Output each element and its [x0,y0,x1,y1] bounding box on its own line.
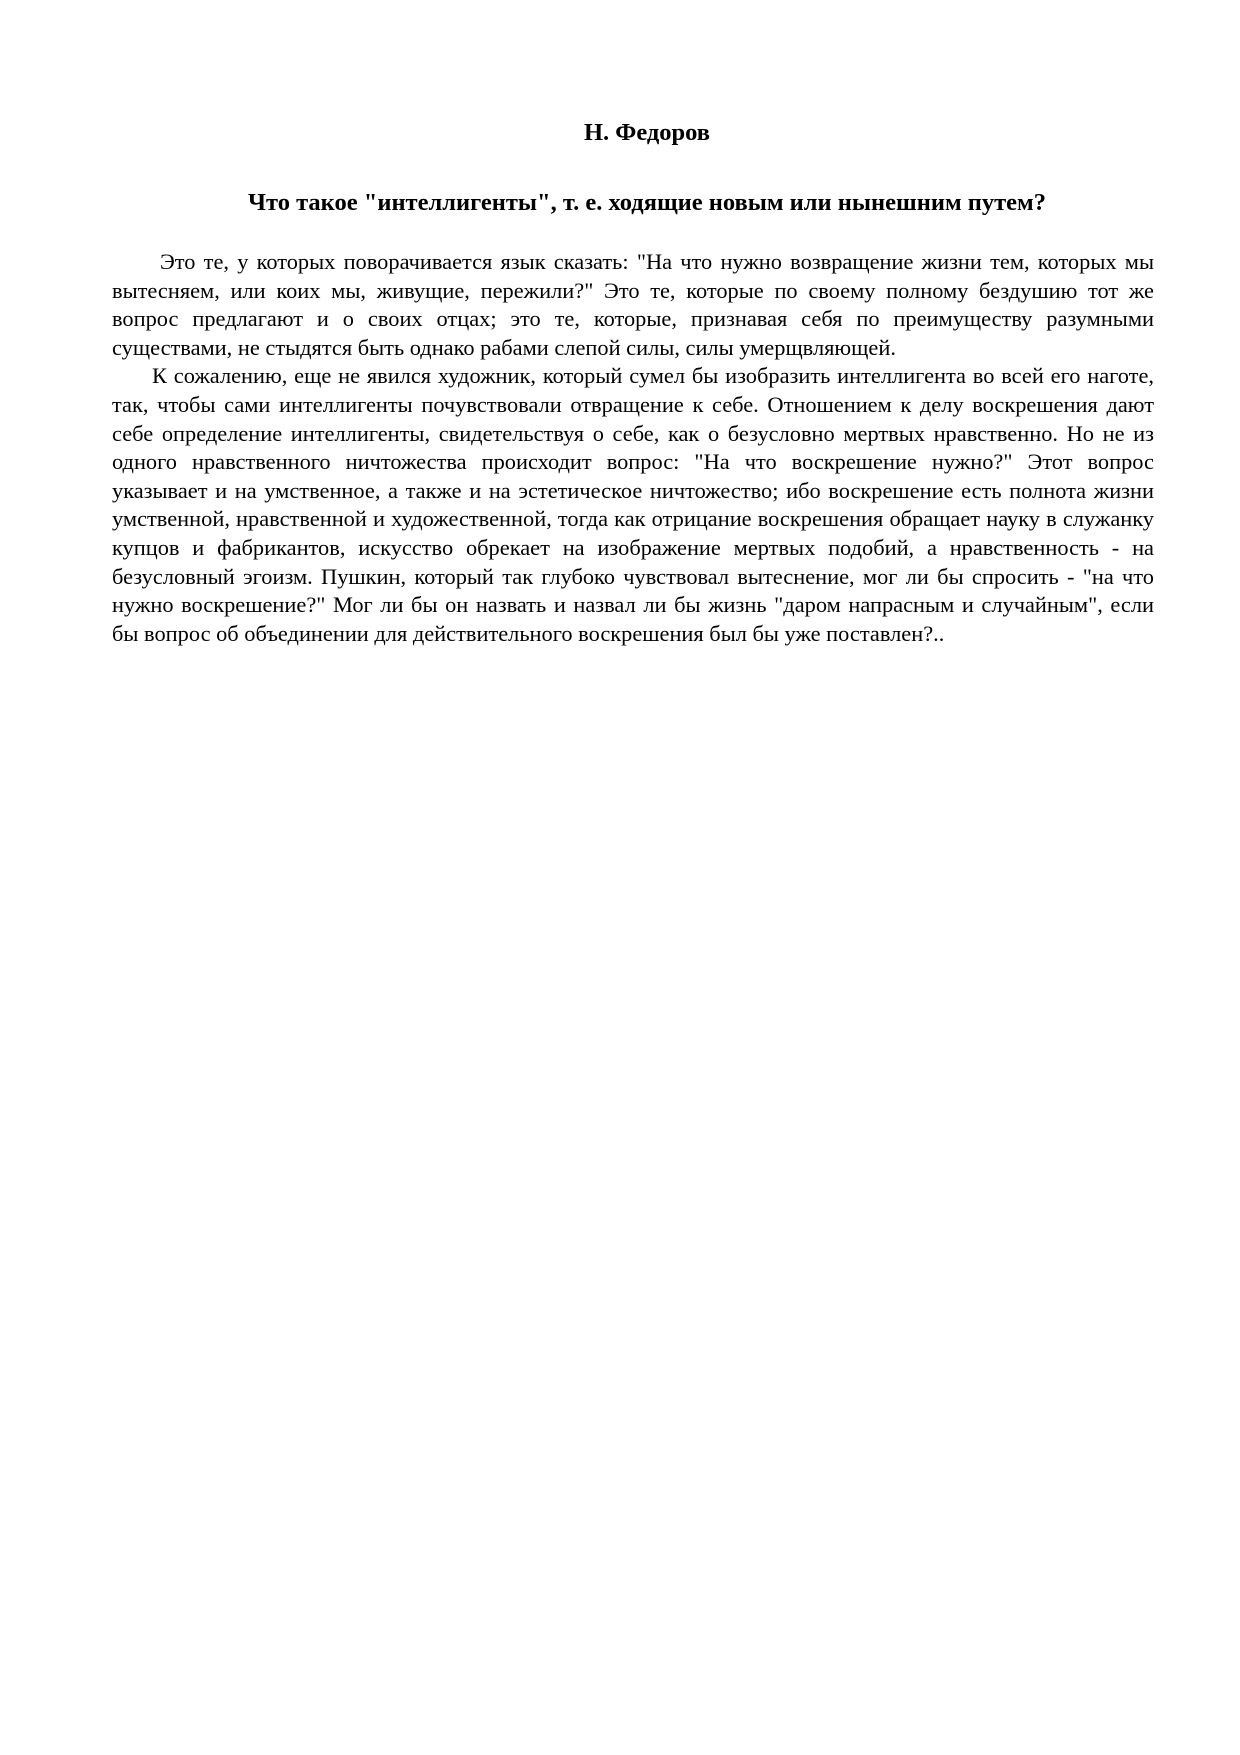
paragraph-2: К сожалению, еще не явился художник, который сумел бы изобразить интеллигента во всей его наготе, так, чтобы сами интеллигенты почувствовали отвращение к себе. Отношением к делу воскрешения дают себе определение интеллигенты, свидетельствуя о себе, как о безусловно мертвых нравственно. Но не из одного нравственного ничтожества происходит вопрос: "На что воскрешение нужно?" Этот вопрос указывает и на умственное, а также и на эстетическое ничтожество; ибо воскрешение есть полнота жизни умственной, нравственной и художественной, тогда как отрицание воскрешения обращает науку в служанку купцов и фабрикантов, искусство обрекает на изображение мертвых подобий, а нравственность - на безусловный эгоизм. Пушкин, который так глубоко чувствовал вытеснение, мог ли бы спросить - "на что нужно воскрешение?" Мог ли бы он назвать и назвал ли бы жизнь "даром напрасным и случайным", если бы вопрос об объединении для действительного воскрешения был бы уже поставлен?.. [112,363,1154,646]
document-title: Что такое "интеллигенты", т. е. ходящие новым или нынешним путем? [248,189,1046,216]
author-name: Н. Федоров [583,119,711,146]
paragraph-1: Это те, у которых поворачивается язык сказать: "На что нужно возвращение жизни тем, которых мы вытесняем, или коих мы, живущие, пережили?" Это те, которые по своему полному бездушию тот же вопрос предлагают и о своих отцах; это те, которые, признавая себя по преимуществу разумными существами, не стыдятся быть однако рабами слепой силы, силы умерщвляющей. [112,249,1154,360]
body-text [112,248,1154,648]
